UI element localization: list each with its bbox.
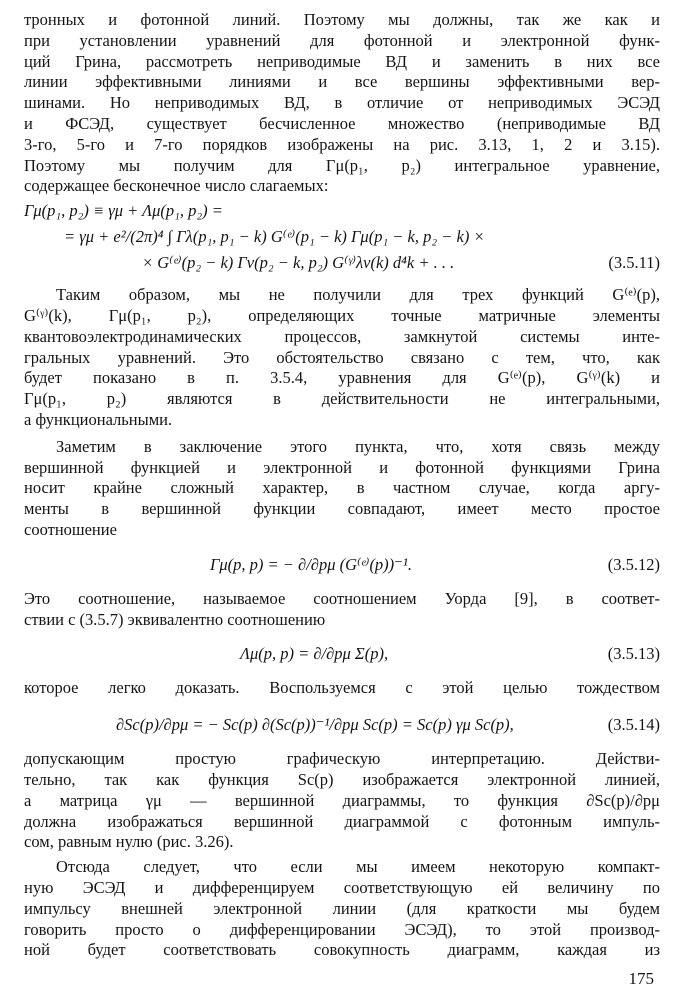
- text-line: импульсу внешней электронной линии (для краткости мы будем: [24, 898, 660, 918]
- text-line: говорить просто о дифференцировании ЭСЭД), то этой производ-: [24, 919, 660, 939]
- equation-line: Γμ(p₁, p₂) ≡ γμ + Λμ(p₁, p₂) =: [24, 201, 223, 221]
- text-line: и ФСЭД, существует бесчисленное множество (неприводимые ВД: [24, 113, 660, 133]
- equation-line: = γμ + e²/(2π)⁴ ∫ Γλ(p₁, p₁ − k) G⁽ᵉ⁾(p₁ − k) Γμ(p₁ − k, p₂ − k) ×: [64, 227, 485, 247]
- paragraph-6: [24, 749, 660, 853]
- text-line: линии эффективными линиями и все вершины эффективными вер-: [24, 72, 660, 92]
- text-line: тронных и фотонной линий. Поэтому мы должны, так же как и: [24, 10, 660, 29]
- text-line: а матрица γμ — вершинной диаграммы, то функция ∂Sc(p)/∂pμ: [24, 790, 660, 810]
- equation-number: (3.5.13): [607, 644, 660, 664]
- text-line: допускающим простую графическую интерпретацию. Действи-: [24, 749, 660, 769]
- paragraph-4: [24, 589, 660, 631]
- text-line: 3-го, 5-го и 7-го порядков изображены на рис. 3.13, 1, 2 и 3.15).: [24, 134, 660, 154]
- page: [24, 10, 660, 990]
- paragraph-1: [24, 10, 660, 197]
- equation-number: (3.5.12): [607, 554, 660, 574]
- text-line: которое легко доказать. Воспользуемся с этой целью тождеством: [24, 678, 660, 698]
- equation-line: × G⁽ᵉ⁾(p₂ − k) Γν(p₂ − k, p₂) G⁽ᵞ⁾λν(k) d⁴k + . . .: [142, 253, 455, 273]
- text-line: ствии с (3.5.7) эквивалентно соотношению: [24, 609, 326, 629]
- text-line: тельно, так как функция Sc(p) изображается электронной линией,: [24, 769, 660, 789]
- text-line: квантовоэлектродинамических процессов, замкнутой системы инте-: [24, 326, 660, 346]
- text-line: менты в вершинной функции совпадают, имеет место простое: [24, 499, 660, 519]
- paragraph-2: [24, 285, 660, 431]
- text-line: ной будет соответствовать совокупность диаграмм, каждая из: [24, 940, 660, 960]
- text-line: Γμ(p₁, p₂) являются в действительности не интегральными,: [24, 389, 660, 409]
- text-line: сом, равным нулю (рис. 3.26).: [24, 832, 234, 852]
- text-line: содержащее бесконечное число слагаемых:: [24, 176, 329, 196]
- equation-3-5-14: [24, 707, 660, 743]
- text-line: гральных уравнений. Это обстоятельство связано с тем, что, как: [24, 347, 660, 367]
- text-line: вершинной функцией и электронной и фотонной функциями Грина: [24, 457, 660, 477]
- equation-3-5-12: [24, 549, 660, 583]
- text-line: соотношение: [24, 519, 117, 539]
- text-line: G⁽ᵞ⁾(k), Γμ(p₁, p₂), определяющих точные матричные элементы: [24, 305, 660, 325]
- paragraph-3: [24, 437, 660, 541]
- equation-3-5-11: [24, 201, 660, 279]
- text-line: Таким образом, мы не получили для трех функций G⁽ᵉ⁾(p),: [56, 285, 660, 305]
- equation-number: (3.5.11): [608, 253, 660, 273]
- equation-3-5-13: [24, 638, 660, 672]
- equation-text: ∂Sc(p)/∂pμ = − Sc(p) ∂(Sc(p))⁻¹/∂pμ Sc(p) = Sc(p) γμ Sc(p),: [116, 715, 514, 735]
- paragraph-7: [24, 857, 660, 961]
- text-line: а функциональными.: [24, 409, 173, 429]
- text-line: ций Грина, рассмотреть неприводимые ВД и заменить в них все: [24, 51, 660, 71]
- text-line: Поэтому мы получим для Γμ(p₁, p₂) интегральное уравнение,: [24, 155, 660, 175]
- equation-text: Λμ(p, p) = ∂/∂pμ Σ(p),: [240, 644, 389, 664]
- text-line: шинами. Но неприводимых ВД, в отличие от неприводимых ЭСЭД: [24, 93, 660, 113]
- text-line: Отсюда следует, что если мы имеем некоторую компакт-: [56, 857, 660, 877]
- text-line: при установлении уравнений для фотонной и электронной функ-: [24, 30, 660, 50]
- text-line: будет показано в п. 3.5.4, уравнения для G⁽ᵉ⁾(p), G⁽ᵞ⁾(k) и: [24, 368, 660, 388]
- paragraph-5: [24, 678, 660, 699]
- text-line: должна изображаться вершинной диаграммой с фотонным импуль-: [24, 811, 660, 831]
- equation-text: Γμ(p, p) = − ∂/∂pμ (G⁽ᵉ⁾(p))⁻¹.: [210, 554, 412, 574]
- text-line: ную ЭСЭД и дифференцируем соответствующую ей величину по: [24, 877, 660, 897]
- equation-number: (3.5.14): [607, 715, 660, 735]
- page-number: 175: [628, 969, 654, 989]
- text-line: носит крайне сложный характер, в частном случае, когда аргу-: [24, 478, 660, 498]
- text-line: Это соотношение, называемое соотношением Уорда [9], в соответ-: [24, 588, 660, 608]
- text-line: Заметим в заключение этого пункта, что, хотя связь между: [56, 436, 660, 456]
